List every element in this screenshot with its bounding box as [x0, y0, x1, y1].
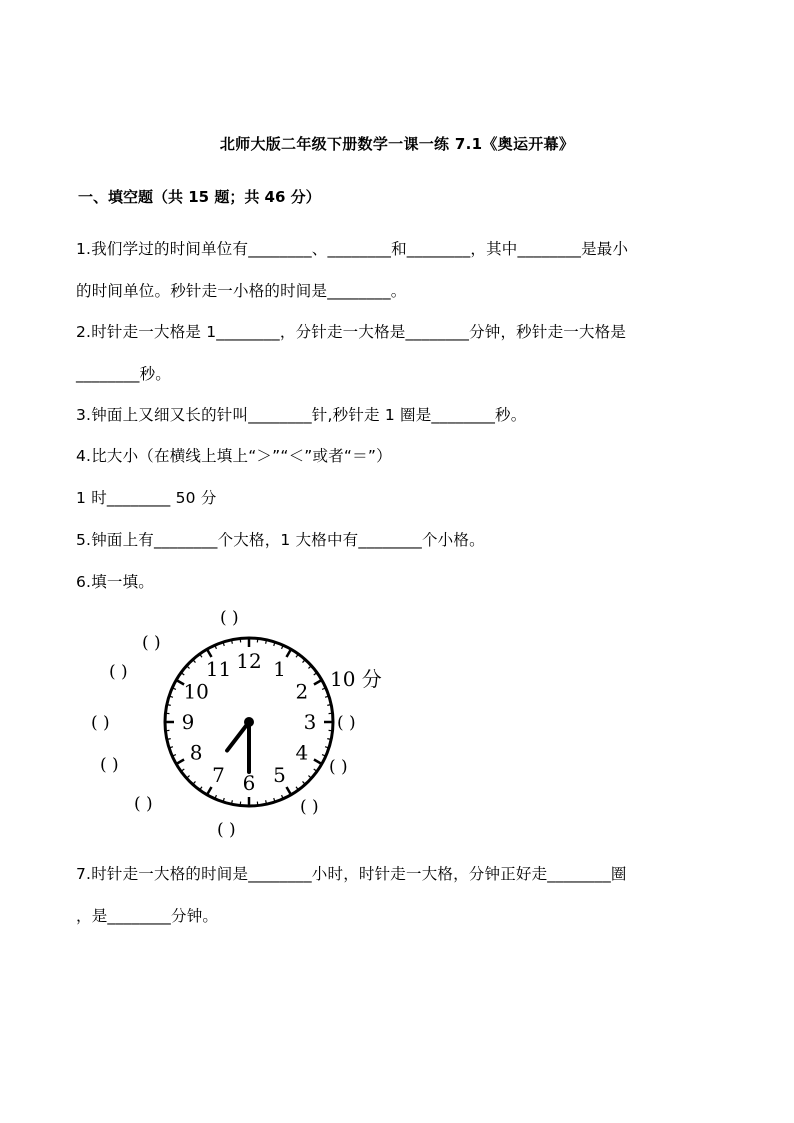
minute-tick: [314, 673, 316, 675]
hour-tick: [287, 787, 291, 794]
minute-tick: [215, 795, 216, 798]
clock-number-6: 6: [242, 771, 256, 795]
clock-number-2: 2: [295, 679, 309, 704]
question-2-line-2: ________秒。: [76, 365, 172, 383]
minute-tick: [325, 747, 328, 748]
blank-upper-left-2: ( ): [109, 662, 128, 682]
blank-lower-left-2: ( ): [134, 794, 153, 814]
minute-tick: [325, 696, 328, 697]
clock-number-4: 4: [295, 740, 309, 765]
minute-tick: [193, 660, 195, 662]
minute-tick: [215, 646, 216, 649]
clock-number-1: 1: [273, 657, 286, 682]
minute-tick: [322, 755, 325, 756]
minute-tick: [170, 747, 173, 748]
clock-number-7: 7: [212, 762, 225, 787]
minute-tick: [282, 646, 283, 649]
clock-number-3: 3: [303, 710, 317, 734]
minute-tick: [173, 755, 176, 756]
question-4: 4.比大小（在横线上填上“＞”“＜”或者“＝”）: [76, 447, 392, 465]
clock-number-5: 5: [273, 762, 286, 787]
hour-tick: [177, 760, 184, 764]
hour-tick: [287, 650, 291, 657]
minute-tick: [182, 673, 184, 675]
hour-tick: [208, 787, 212, 794]
minute-tick: [274, 798, 275, 801]
minute-tick: [282, 795, 283, 798]
minute-tick: [308, 776, 310, 778]
minute-tick: [223, 643, 224, 646]
blank-lower-left-1: ( ): [100, 755, 119, 775]
minute-tick: [266, 800, 267, 803]
minute-tick: [193, 781, 195, 783]
minute-tick: [168, 705, 171, 706]
minute-tick: [168, 739, 171, 740]
clock-center-pin: [244, 717, 254, 727]
minute-tick: [223, 798, 224, 801]
minute-tick: [170, 696, 173, 697]
worksheet-title: 北师大版二年级下册数学一课一练 7.1《奥运开幕》: [219, 135, 575, 153]
question-7-line-1: 7.时针走一大格的时间是________小时，时针走一大格，分钟正好走________圈: [76, 865, 627, 883]
minute-tick: [303, 660, 305, 662]
minute-tick: [200, 787, 202, 789]
minute-tick: [187, 776, 189, 778]
clock-number-12: 12: [236, 649, 262, 673]
minute-tick: [274, 643, 275, 646]
minute-tick: [327, 705, 330, 706]
blank-top: ( ): [220, 608, 239, 628]
blank-upper-left-1: ( ): [142, 633, 161, 653]
hour-tick: [314, 681, 321, 685]
blank-bottom: ( ): [217, 820, 236, 840]
minute-tick: [200, 655, 202, 657]
clock-number-9: 9: [181, 710, 195, 734]
label-10-min: 10 分: [330, 667, 382, 691]
hour-tick: [314, 760, 321, 764]
clock-number-10: 10: [183, 679, 209, 704]
minute-tick: [296, 655, 298, 657]
question-1-line-1: 1.我们学过的时间单位有________、________和________，其中________是最小: [76, 240, 629, 258]
clock-figure: [80, 600, 410, 845]
minute-tick: [182, 769, 184, 771]
minute-tick: [266, 641, 267, 644]
clock-number-11: 11: [205, 657, 232, 682]
minute-tick: [308, 666, 310, 668]
blank-left: ( ): [91, 713, 110, 733]
minute-tick: [303, 781, 305, 783]
minute-tick: [327, 739, 330, 740]
minute-tick: [187, 666, 189, 668]
question-7-line-2: ，是________分钟。: [76, 907, 219, 925]
blank-right: ( ): [337, 713, 356, 733]
question-3: 3.钟面上又细又长的针叫________针,秒针走 1 圈是________秒。: [76, 406, 527, 424]
question-2-line-1: 2.时针走一大格是 1________，分针走一大格是________分钟，秒针走一大格是: [76, 323, 627, 341]
clock-hands: [227, 717, 254, 772]
hour-hand: [227, 722, 249, 751]
clock-number-8: 8: [189, 740, 203, 765]
minute-tick: [232, 800, 233, 803]
question-6: 6.填一填。: [76, 573, 154, 591]
blank-lower-right-2: ( ): [300, 797, 319, 817]
question-5: 5.钟面上有________个大格，1 大格中有________个小格。: [76, 531, 485, 549]
minute-tick: [314, 769, 316, 771]
minute-tick: [232, 641, 233, 644]
question-1-line-2: 的时间单位。秒针走一小格的时间是________。: [76, 282, 407, 300]
minute-tick: [322, 688, 325, 689]
blank-lower-right-1: ( ): [329, 757, 348, 777]
minute-tick: [173, 688, 176, 689]
section-heading: 一、填空题（共 15 题；共 46 分）: [78, 188, 321, 206]
question-4-compare: 1 时________ 50 分: [76, 489, 217, 507]
hour-tick: [208, 650, 212, 657]
minute-tick: [296, 787, 298, 789]
